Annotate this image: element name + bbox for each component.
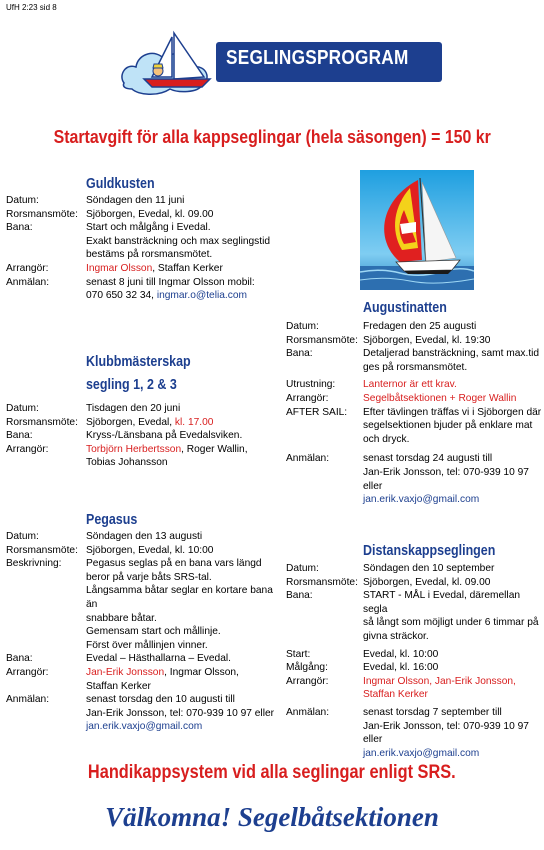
label: Rorsmansmöte: [6, 208, 78, 220]
label: Anmälan: [6, 276, 50, 288]
welcome-signoff: Välkomna! Segelbåtsektionen [105, 802, 439, 832]
arrangor-value: Segelbåtsektionen + Roger Wallin [363, 392, 517, 404]
arrangor-value: Jan-Erik Jonsson, Ingmar Olsson, Staffan Kerker [86, 666, 239, 692]
datum-value: Söndagen den 13 augusti [86, 531, 203, 542]
anmalan-value: senast torsdag 7 september till Jan-Erik Jonsson, tel: 070-939 10 97 eller jan.erik.vaxjo@gmail.com [363, 706, 529, 759]
label: Anmälan: [286, 706, 330, 718]
rorsmansmote-value: Sjöborgen, Evedal, kl. 17.00 [86, 416, 214, 428]
utrustning-value: Lanternor är ett krav. [363, 379, 457, 391]
label: Start: [286, 648, 311, 660]
label: Arrangör: [286, 392, 329, 404]
label: Rorsmansmöte: [286, 334, 358, 346]
label: Arrangör: [6, 262, 49, 274]
start-value: Evedal, kl. 10:00 [363, 648, 439, 660]
after-sail-value: Efter tävlingen träffas vi i Sjöborgen där segelsektionen bjuder på enklare mat och dryck. [363, 406, 542, 445]
handicap-note: Handikappsystem vid alla seglingar enligt SRS. [88, 762, 456, 783]
label: Anmälan: [286, 453, 330, 465]
pegasus-title: Pegasus [86, 512, 138, 528]
label: Utrustning: [286, 379, 336, 391]
sailboat-picture [360, 170, 474, 290]
bana-value: Detaljerad bansträckning, samt max.tid ges på rorsmansmötet. [363, 348, 540, 373]
bana-value: Evedal – Hästhallarna – Evedal. [86, 653, 231, 665]
label: Beskrivning: [6, 558, 62, 570]
arrangor-value: Torbjörn Herbertsson, Roger Wallin, Tobias Johansson [86, 443, 248, 469]
anmalan-value: senast torsdag 24 augusti till Jan-Erik Jonsson, tel: 070-939 10 97 eller jan.erik.vaxjo@gmail.com [363, 453, 529, 506]
label: Arrangör: [286, 675, 329, 687]
bana-value: Start och målgång i Evedal. Exakt bansträckning och max seglingstid bestäms på rorsmansmötet. [86, 222, 271, 261]
email-link[interactable]: jan.erik.vaxjo@gmail.com [86, 721, 203, 733]
label: Datum: [6, 531, 39, 542]
klubb-title-1: Klubbmästerskap [86, 354, 191, 370]
label: Arrangör: [6, 666, 49, 678]
label: Datum: [6, 403, 39, 414]
augustinatten-section [286, 320, 542, 507]
klubb-section [6, 402, 276, 470]
beskrivning-value: Pegasus seglas på en bana vars längd beror på varje båts SRS-tal. Långsamma båtar seglar en kortare bana än snabbare båtar. Gemensam start och mållinje. Först över mållinjen vinner. [86, 558, 273, 651]
datum-value: Söndagen den 11 juni [86, 195, 185, 206]
arrangor-value: Ingmar Olsson, Jan-Erik Jonsson, Staffan Kerker [363, 675, 516, 701]
guldkusten-section [6, 194, 276, 303]
logo-title: SEGLINGSPROGRAM [226, 47, 409, 69]
bana-value: START - MÅL i Evedal, däremellan segla så långt som möjligt under 6 timmar på givna sträckor. [363, 590, 539, 642]
augustinatten-title: Augustinatten [363, 300, 447, 316]
label: Bana: [6, 653, 33, 665]
label: Bana: [6, 430, 33, 442]
arrangor-value: Ingmar Olsson, Staffan Kerker [86, 262, 223, 274]
rorsmansmote-value: Sjöborgen, Evedal, kl. 19:30 [363, 334, 491, 346]
malgang-value: Evedal, kl. 16:00 [363, 662, 439, 674]
datum-value: Tisdagen den 20 juni [86, 403, 181, 414]
distans-section [286, 562, 542, 760]
anmalan-value: senast torsdag den 10 augusti till Jan-Erik Jonsson, tel: 070-939 10 97 eller jan.erik.vaxjo@gmail.com [86, 694, 275, 733]
label: Datum: [286, 563, 319, 574]
guldkusten-title: Guldkusten [86, 176, 155, 192]
rorsmansmote-value: Sjöborgen, Evedal, kl. 09.00 [363, 576, 491, 588]
datum-value: Söndagen den 10 september [363, 563, 495, 574]
label: Bana: [286, 348, 313, 360]
datum-value: Fredagen den 25 augusti [363, 321, 477, 332]
label: Bana: [286, 590, 313, 602]
label: Datum: [286, 321, 319, 332]
label: Målgång: [286, 662, 328, 674]
klubb-title-2: segling 1, 2 & 3 [86, 377, 177, 393]
anmalan-value: senast 8 juni till Ingmar Olsson mobil: 070 650 32 34, ingmar.o@telia.com [86, 276, 255, 302]
distans-title: Distanskappseglingen [363, 543, 496, 559]
label: Rorsmansmöte: [6, 544, 78, 556]
rorsmansmote-value: Sjöborgen, Evedal, kl. 10:00 [86, 544, 214, 556]
email-link[interactable]: jan.erik.vaxjo@gmail.com [363, 494, 480, 506]
label: Bana: [6, 222, 33, 234]
page-reference: UfH 2:23 sid 8 [6, 3, 57, 12]
rorsmansmote-value: Sjöborgen, Evedal, kl. 09.00 [86, 208, 214, 220]
label: Rorsmansmöte: [6, 416, 78, 428]
label: AFTER SAIL: [286, 406, 348, 418]
bana-value: Kryss-/Länsbana på Evedalsviken. [86, 430, 243, 442]
pegasus-section [6, 530, 282, 734]
label: Rorsmansmöte: [286, 576, 358, 588]
email-link[interactable]: ingmar.o@telia.com [156, 290, 247, 302]
label: Datum: [6, 195, 39, 206]
email-link[interactable]: jan.erik.vaxjo@gmail.com [363, 747, 480, 759]
label: Anmälan: [6, 694, 50, 706]
fee-headline: Startavgift för alla kappseglingar (hela säsongen) = 150 kr [53, 126, 491, 147]
label: Arrangör: [6, 443, 49, 455]
